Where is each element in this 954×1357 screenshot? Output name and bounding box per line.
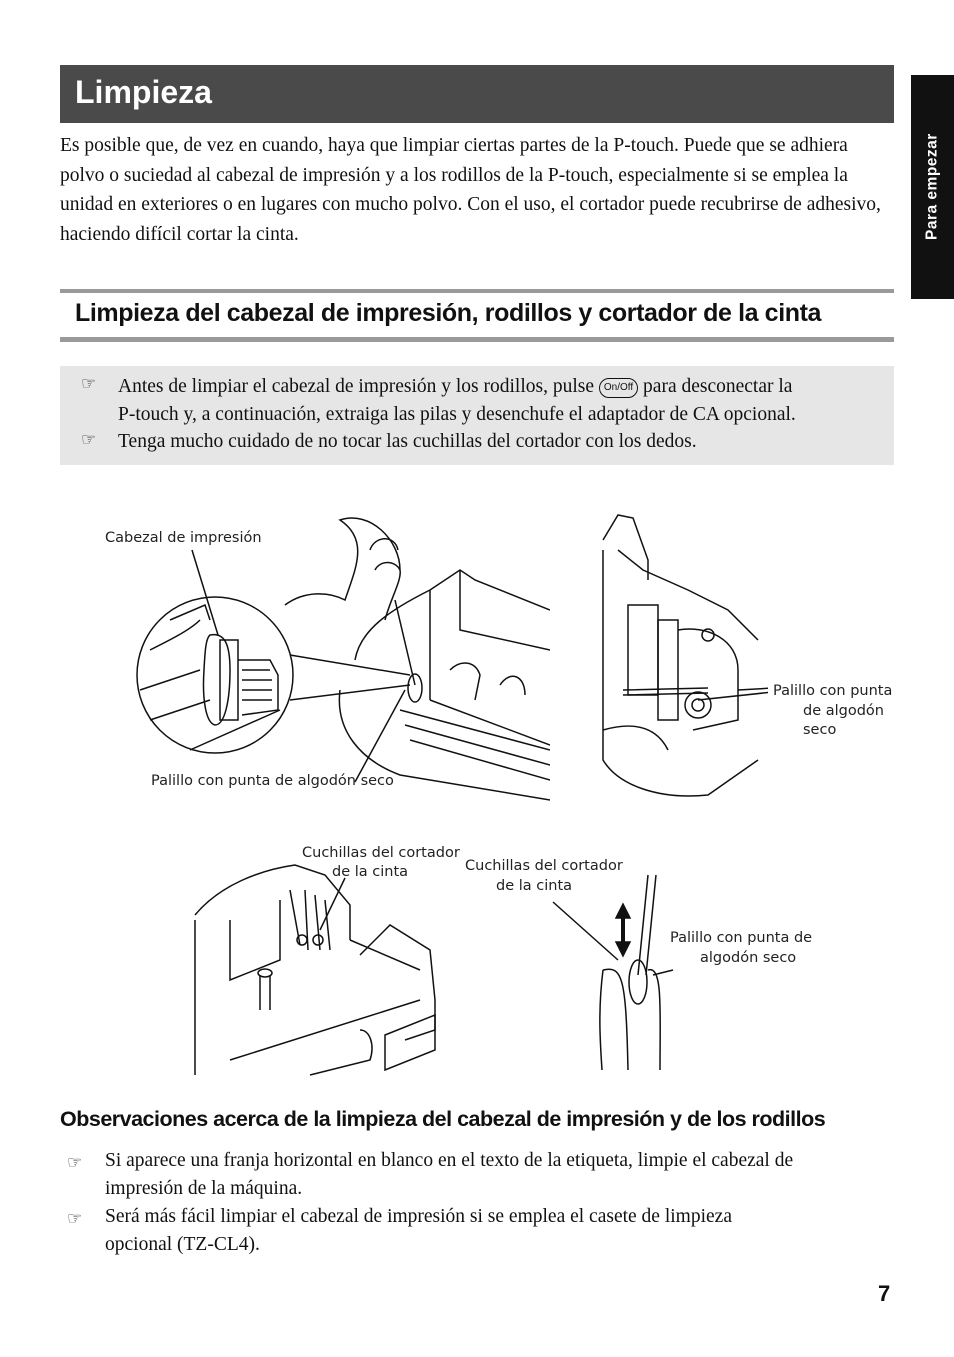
obs-item-1-line2: impresión de la máquina.: [105, 1178, 303, 1199]
section-title: Limpieza: [75, 74, 212, 110]
intro-paragraph: Es posible que, de vez en cuando, haya que limpiar ciertas partes de la P-touch. Puede que se adhiera polvo o suciedad al cabezal de impresión y a los rodillos de la P-touch, especialmente si se emplea la unidad en exteriores o en lugares con mucho polvo. Con el uso, el cortador puede recubrirse de adhesivo, haciendo difícil cortar la cinta.: [60, 135, 881, 245]
label-cutter-1-line1: Cuchillas del cortador: [302, 845, 460, 861]
note-hand-icon: ☞: [81, 374, 97, 393]
obs-hand-icon: ☞: [67, 1153, 83, 1172]
note-1-text-b: para desconectar la: [643, 376, 793, 397]
label-cutter-1-line2: de la cinta: [332, 864, 409, 880]
label-print-head: Cabezal de impresión: [105, 530, 262, 546]
observations-title: Observaciones acerca de la limpieza del cabezal de impresión y de los rodillos: [60, 1107, 826, 1131]
obs-item-2-line1: Será más fácil limpiar el cabezal de impresión si se emplea el casete de limpieza: [105, 1206, 732, 1227]
label-cotton-swab-2-line3: seco: [803, 722, 837, 738]
label-cotton-swab-2-line1: Palillo con punta: [773, 683, 893, 699]
label-cotton-swab-2-line2: de algodón: [803, 703, 884, 719]
label-cutter-2-line1: Cuchillas del cortador: [465, 858, 623, 874]
page-number: 7: [878, 1281, 891, 1306]
note-box: [60, 366, 894, 465]
obs-item-1-line1: Si aparece una franja horizontal en blanco en el texto de la etiqueta, limpie el cabezal de: [105, 1150, 794, 1171]
side-tab-label: Para empezar: [923, 133, 941, 241]
obs-item-2-line2: opcional (TZ-CL4).: [105, 1234, 260, 1255]
obs-hand-icon: ☞: [67, 1209, 83, 1228]
onoff-key-icon: On/Off: [599, 378, 638, 398]
note-1-line-2: P-touch y, a continuación, extraiga las pilas y desenchufe el adaptador de CA opcional.: [118, 404, 796, 425]
subsection-title: Limpieza del cabezal de impresión, rodillos y cortador de la cinta: [75, 299, 822, 327]
label-cotton-swab-3-line2: algodón seco: [700, 950, 797, 966]
note-1-text-a: Antes de limpiar el cabezal de impresión y los rodillos, pulse: [118, 376, 595, 397]
note-2: Tenga mucho cuidado de no tocar las cuchillas del cortador con los dedos.: [118, 431, 697, 452]
subsection-rule-bottom: [60, 337, 894, 342]
illustration-cutter: [190, 860, 445, 1080]
side-tab: [911, 75, 954, 299]
label-cotton-swab-3-line1: Palillo con punta de: [670, 930, 813, 946]
illustration-cutter-detail: [548, 870, 678, 1075]
illustration-print-head: [130, 510, 550, 805]
label-cotton-swab-1: Palillo con punta de algodón seco: [151, 773, 394, 789]
label-cutter-2-line2: de la cinta: [496, 878, 573, 894]
note-1-line-1: [118, 373, 792, 401]
note-hand-icon: ☞: [81, 430, 97, 449]
illustration-rollers: [598, 510, 768, 810]
subsection-rule-top: [60, 289, 894, 293]
